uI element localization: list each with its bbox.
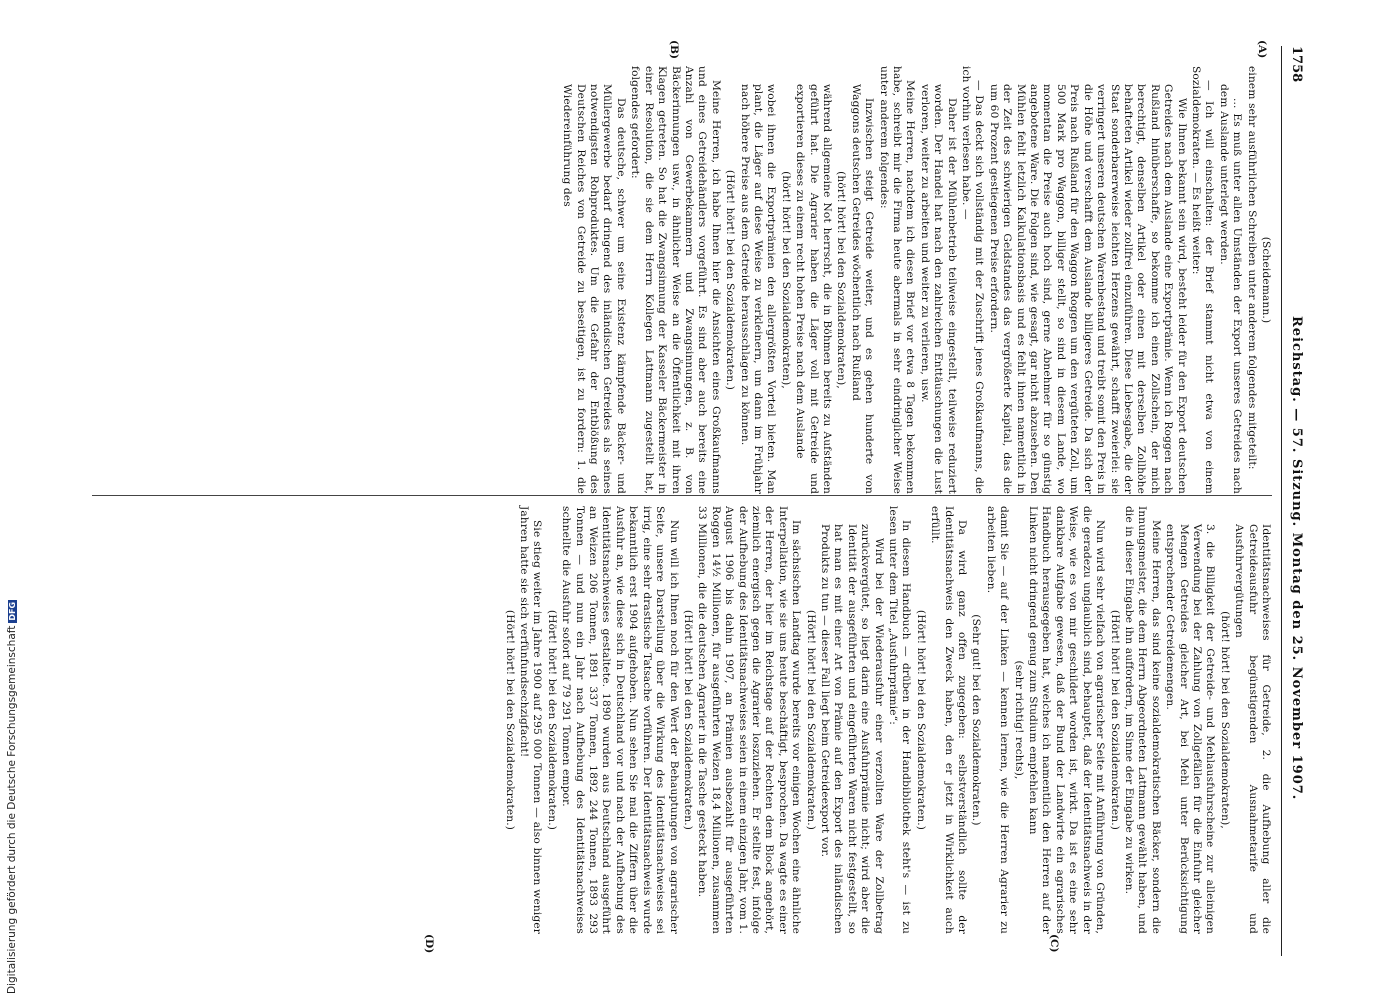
- interjection: (hört! hört! bei den Sozialdemokraten),: [835, 171, 848, 389]
- paragraph: 3. die Billigkeit der Getreide- und Mehlausfuhrscheine zur alleinigen Verwendung bei der Zahlung von Zollgefällen für die Einfuhr gleicher Mengen Getreides gleicher Art, bei Mehl unter Berücksichtigung entsprechender Getreidemengen.: [1164, 524, 1217, 934]
- margin-marker-d: (D): [423, 934, 435, 954]
- interjection: (Sehr gut! bei den Sozialdemokraten.): [970, 614, 983, 826]
- interjection: (sehr richtig! rechts),: [1012, 660, 1025, 780]
- interjection: (Hört! hört! bei den Sozialdemokraten.): [545, 609, 558, 831]
- interjection: (Hört! hört! bei den Sozialdemokraten.): [1108, 609, 1121, 831]
- paragraph: Im sächsischen Landtag wurde bereits vor einigen Wochen eine ähnliche Interpellation, wie sie uns heute beschäftigt, besprochen. Da wagte es einer der Herren, der hier im Reichstage auf der Rechten dem Block angehört, ziemlich energisch gegen die Agrarier loszuziehen. Er stellte fest, infolge der Aufhebung des Identitätsnachweises seien in einem einzigen Jahr, vom 1. August 1906 bis dahin 1907, an Prämien ausbezahlt für ausgeführten Roggen 14½ Millionen, für ausgeführten Weizen 18,4 Millionen, zusammen 33 Millionen, die die deutschen Agrarier in die Tasche gesteckt haben.: [696, 506, 803, 934]
- paragraph: Inzwischen steigt Getreide weiter, und es gehen hunderte von Waggons deutschen Getreides wöchentlich nach Rußland: [849, 84, 876, 494]
- paragraph: Sie stieg weiter im Jahre 1900 auf 295 000 Tonnen — also binnen weniger Jahren hatte sie sich verfünfundsechzigfacht!: [518, 506, 544, 934]
- paragraph: Daher ist der Mühlenbetrieb teilweise eingestellt, teilweise reduziert worden. Der Handel hat nach den zahlreichen Enttäuschungen die Lust verloren, weiter zu arbeiten und weiter zu verlieren, usw.: [918, 84, 958, 494]
- interjection: (Hört! hört! bei den Sozialdemokraten.): [724, 169, 737, 391]
- paragraph: — Ich will einschalten: der Brief stammt nicht etwa von einem Sozialdemokraten. — Es heißt weiter:: [1189, 66, 1216, 494]
- page-header: [1281, 46, 1310, 956]
- digitization-credit: [6, 601, 24, 994]
- paragraph: Meine Herren, nachdem ich diesen Brief vor etwa 8 Tagen bekommen habe, schreibt mir die Firma heute abermals in sehr eindringlicher Weise unter anderem folgendes:: [877, 66, 917, 494]
- interjection: (hört! hört! bei den Sozialdemokraten),: [779, 171, 792, 389]
- paragraph: Da wird ganz offen zugegeben: selbstverständlich sollte der Identitätsnachweis den Zweck haben, den er jetzt in Wirklichkeit auch erfüllt.: [929, 506, 969, 934]
- margin-marker-a: (A): [1256, 40, 1268, 59]
- paragraph: In diesem Handbuch — drüben in der Handbibliothek steht's — ist zu lesen unter dem Titel „Ausfuhrprämie“:: [887, 506, 913, 934]
- paragraph: einem sehr ausführlichen Schreiben unter anderem folgendes mitgeteilt:: [1245, 66, 1258, 470]
- paragraph: Nun wird sehr vielfach von agrarischer Seite mit Anführung von Gründen, die geradezu unglaublich sind, behauptet, daß der Identitätsnachweis in der Weise, wie es von mir geschildert worden ist, wirkt. Da ist es eine sehr dankbare Aufgabe gewesen, daß der Bund der Landwirte ein agrarisches Handbuch herausgegeben hat, welches ich namentlich den Herren auf der Linken nicht dringend genug zum Studium empfehlen kann: [1027, 506, 1107, 934]
- credit-text: Digitalisierung gefördert durch die Deutsche Forschungsgemeinschaft: [6, 625, 18, 994]
- margin-marker-c: (C): [1048, 934, 1060, 953]
- paragraph: — Das deckt sich vollständig mit der Zuschrift jenes Großkaufmanns, die ich vorhin verlesen habe. —: [960, 66, 986, 494]
- paragraph: ... Es muß unter allen Umständen der Export unseres Getreides nach dem Auslande unterlegt werden.: [1217, 84, 1244, 494]
- paragraph: Nun will ich Ihnen noch für den Wert der Behauptungen von agrarischer Seite, unsere Darstellung über die Wirkung des Identitätsnachweises sei irrig, eine sehr drastische Tatsache vorführen. Der Identitätsnachweis wurde bekanntlich erst 1904 aufgehoben. Nun sehen Sie mal die Ziffern über die Ausfuhr an, wie diese sich in Deutschland vor und nach der Aufhebung des Identitätsnachweises gestaltete. 1890 wurden aus Deutschland ausgeführt an Weizen 206 Tonnen, 1891 337 Tonnen, 1892 244 Tonnen, 1893 293 Tonnen — und nun ein Jahr nach Aufhebung des Identitätsnachweises schnellte die Ausfuhr sofort auf 79 291 Tonnen empor.: [560, 506, 680, 934]
- interjection: (Scheidemann.): [1260, 236, 1272, 324]
- paragraph: damit Sie — auf der Linken — kennen lernen, wie die Herren Agrarier zu arbeiten lieben.: [984, 506, 1011, 934]
- left-column: [559, 66, 1272, 494]
- paragraph: während allgemeine Not herrscht, die in Böhmen bereits zu Aufständen geführt hat. Die Agrarier haben die Läger voll mit Getreide und exportieren dieses zu einem recht hohen Preise nach dem Auslande: [794, 84, 833, 494]
- page-title: Reichstag. — 57. Sitzung. Montag den 25. November 1907.: [1289, 316, 1304, 801]
- paragraph: Identitätsnachweises für Getreide, 2. die Aufhebung aller die Getreideausfuhr begünstigenden Ausnahmetarife und Ausfuhrvergütungen: [1233, 524, 1272, 934]
- margin-marker-b: (B): [668, 40, 680, 59]
- paragraph: Wird bei der Wiederausfuhr einer verzollten Ware der Zollbetrag zurückvergütet, so liegt darin eine Ausfuhrprämie nicht; wird aber die Identität der ausgeführten und eingeführten Waren nicht festgestellt, so hat man es mit einer Art von Prämie auf den Export des inländischen Produkts zu tun — dieser Fall liegt beim Getreideexport vor.: [819, 524, 885, 934]
- column-divider: [92, 495, 1272, 496]
- dfg-logo: DFG: [8, 601, 17, 621]
- paragraph: Das deutsche, schwer um seine Existenz kämpfende Bäcker- und Müllergewerbe bedarf dringend des inländischen Getreides als seines notwendigsten Rohproduktes. Um die Gefahr der Entblößung des Deutschen Reiches von Getreide zu beseitigen, ist zu fordern: 1. die Wiedereinführung des: [561, 84, 627, 494]
- paragraph: wobei ihnen die Exportprämien den allergrößten Vorteil bieten. Man plant, die Läger auf diese Weise zu verkleinern, um dann im Frühjahr nach höhere Preise aus dem Getreide herausschlagen zu können.: [738, 84, 778, 494]
- rotated-content: [30, 26, 1320, 976]
- paragraph: Meine Herren, das sind keine sozialdemokratischen Bäcker, sondern die Innungsmeister, die dem Herrn Abgeordneten Lattmann gewählt haben, und die in dieser Eingabe ihn auffordern, im Sinne der Eingabe zu wirken.: [1122, 506, 1162, 934]
- paragraph: Meine Herren, ich habe Ihnen hier die Ansichten eines Großkaufmanns und eines Getreidehändlers vorgeführt. Es sind aber auch bereits eine Anzahl von Gewerbekammern und Zwangsinnungen, z. B. von Bäckerinnungen usw., in ähnlicher Weise an die Öffentlichkeit mit ihren Klagen getreten. So hat die Zwangsinnung der Kasseler Bäckermeister in einer Resolution, die sie dem Herrn Kollegen Lattmann zugestellt hat, folgendes gefordert:: [629, 66, 722, 494]
- paragraph: Wie Ihnen bekannt sein wird, besteht leider für den Export deutschen Getreides nach dem Auslande eine Exportprämie. Wenn ich Roggen nach Rußland hinüberschaffe, so bekomme ich einen Zollschein, der mich berechtigt, denselben Artikel oder einen mit derselben Zollhöhe behafteten Artikel wieder zollfrei einzuführen. Diese Liebesgabe, die der Staat sonderbarerweise leichten Herzens gewährt, schafft zweierlei: sie verringert unseren deutschen Warenbestand und treibt somit den Preis in die Höhe und verschafft dem Auslande billigeres Getreide. Da sich der Preis nach Rußland für den Waggon Roggen um den vergüteten Zoll, um 500 Mark pro Waggon, billiger stellt, so sind in diesem Lande, wo momentan die Preise auch hoch sind, gerne Abnehmer für so günstig angebotene Ware. Die Folgen sind, wie gesagt, gar nicht abzusehen. Den Mühlen fehlt letzlich Kalkulationsbasis und es fehlt ihnen namentlich in der Zeit des schwierigen Geldstandes das vergrößerte Kapital, das die um 60 Prozent gestiegenen Preise erfordern.: [987, 84, 1188, 494]
- interjection: (Hört! hört! bei den Sozialdemokraten.): [804, 609, 817, 831]
- document-page: [30, 26, 1320, 976]
- interjection: (Hört! hört! bei den Sozialdemokraten.): [681, 609, 694, 831]
- interjection: (Hört! hört! bei den Sozialdemokraten.): [914, 609, 927, 831]
- interjection: (Hört! hört! bei den Sozialdemokraten.): [503, 609, 516, 831]
- page-number: 1758: [1289, 46, 1304, 83]
- interjection: (hört! hört! bei den Sozialdemokraten),: [1218, 611, 1231, 829]
- right-column: [501, 506, 1272, 934]
